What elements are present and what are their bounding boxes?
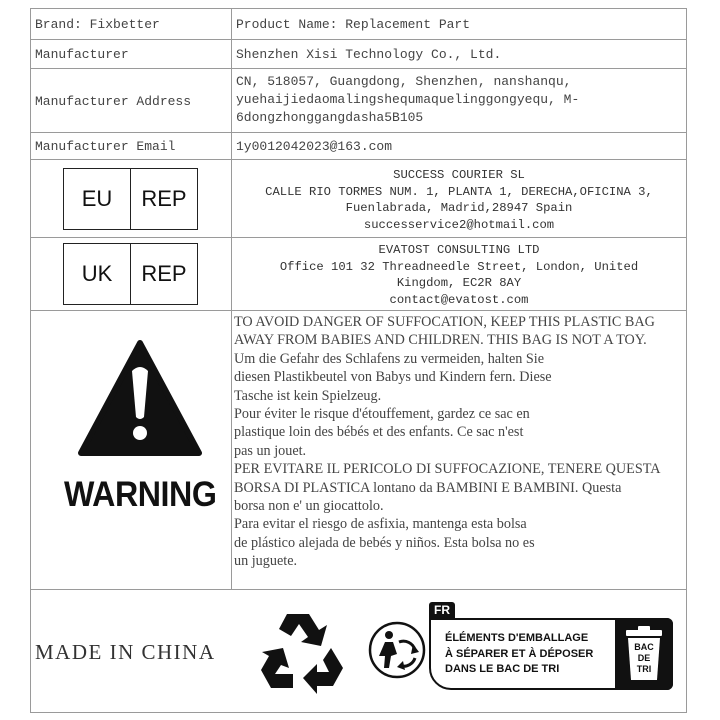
uk-rep-line: EVATOST CONSULTING LTD [378,243,540,257]
warning-line: AWAY FROM BABIES AND CHILDREN. THIS BAG IS NOT A TOY. [234,332,647,349]
uk-rep-line: Office 101 32 Threadneedle Street, London, United [279,259,639,274]
recycle-icon [257,608,349,696]
info-tri-line: À SÉPARER ET À DÉPOSER [445,647,594,660]
warning-line: BORSA DI PLASTICA lontano da BAMBINI E BAMBINI. Questa [234,479,622,496]
column-divider [231,40,232,68]
warning-word: WARNING [64,475,217,514]
address-line: yuehaijiedaomalingshequmaquelinggongyequ, M- [236,92,580,107]
uk-rep-badge-right: REP [141,261,187,286]
info-tri-line: DANS LE BAC DE TRI [445,663,560,675]
address-label: Manufacturer Address [35,94,192,109]
recycling-bin-icon [623,626,665,682]
eu-rep-line: Fuenlabrada, Madrid,28947 Spain [345,201,573,215]
column-divider [231,69,232,132]
uk-rep-line: Kingdom, EC2R 8AY [396,276,522,290]
warning-line: Um die Gefahr des Schlafens zu vermeiden, halten Sie [234,350,545,367]
warning-triangle-icon [77,339,203,457]
triman-icon [367,620,427,680]
info-tri-line: ÉLÉMENTS D'EMBALLAGE [445,632,589,644]
fr-country-tag: FR [429,602,455,619]
bin-panel [615,618,673,690]
warning-line: de plástico alejada de bebés y niños. Esta bolsa no es [234,534,535,551]
warning-line: pas un jouet. [234,442,307,459]
warning-line: TO AVOID DANGER OF SUFFOCATION, KEEP THIS PLASTIC BAG [234,314,655,330]
eu-rep-line: SUCCESS COURIER SL [393,168,525,182]
email-label: Manufacturer Email [35,139,176,154]
uk-rep-badge-left: UK [64,244,131,304]
info-tri-text [445,631,615,678]
eu-rep-badge-left: EU [64,169,131,229]
warning-line: Pour éviter le risque d'étouffement, gardez ce sac en [234,406,530,423]
eu-rep-line: successervice2@hotmail.com [363,217,555,232]
column-divider [231,133,232,159]
warning-row [31,311,686,590]
footer-row [31,590,686,712]
address-row [31,69,686,133]
column-divider [231,238,232,310]
eu-rep-badge [63,168,198,230]
warning-line: plastique loin des bébés et des enfants. Ce sac n'est [234,424,524,441]
warning-line: un juguete. [234,553,298,570]
made-in-label: MADE IN CHINA [35,640,216,664]
warning-line: Tasche ist kein Spielzeug. [234,387,382,404]
eu-rep-row [31,160,686,238]
warning-line: borsa non e' un giocattolo. [234,498,384,515]
address-line: 6dongzhonggangdasha5B105 [236,110,424,125]
bin-text-line: DE [637,653,651,663]
column-divider [231,160,232,237]
warning-line: diesen Plastikbeutel von Babys und Kindern fern. Diese [234,369,552,386]
bin-text-line: TRI [636,664,652,674]
address-value [236,73,579,127]
manufacturer-label: Manufacturer [35,47,129,62]
address-line: CN, 518057, Guangdong, Shenzhen, nanshanqu, [236,74,572,89]
column-divider [231,9,232,39]
uk-rep-row [31,238,686,311]
eu-rep-badge-right: REP [141,186,187,211]
warning-line: PER EVITARE IL PERICOLO DI SUFFOCAZIONE, TENERE QUESTA [234,461,661,478]
warning-text [234,313,684,571]
uk-rep-line: contact@evatost.com [389,292,529,307]
warning-line: Para evitar el riesgo de asfixia, mantenga esta bolsa [234,516,527,533]
info-tri-label [429,618,673,690]
email-value: 1y0012042023@163.com [236,139,393,154]
manufacturer-name: Shenzhen Xisi Technology Co., Ltd. [236,47,502,62]
uk-rep-details [236,242,682,308]
uk-rep-badge [63,243,198,305]
column-divider [231,311,232,589]
eu-rep-details [236,167,682,233]
product-info-table [30,8,687,713]
product-name: Product Name: Replacement Part [236,17,471,32]
brand-row [31,9,686,40]
brand-label: Brand: Fixbetter [35,17,160,32]
email-row [31,133,686,160]
bin-text-line: BAC [634,642,654,652]
eu-rep-line: CALLE RIO TORMES NUM. 1, PLANTA 1, DERECHA,OFICINA 3, [265,184,653,199]
manufacturer-row [31,40,686,69]
